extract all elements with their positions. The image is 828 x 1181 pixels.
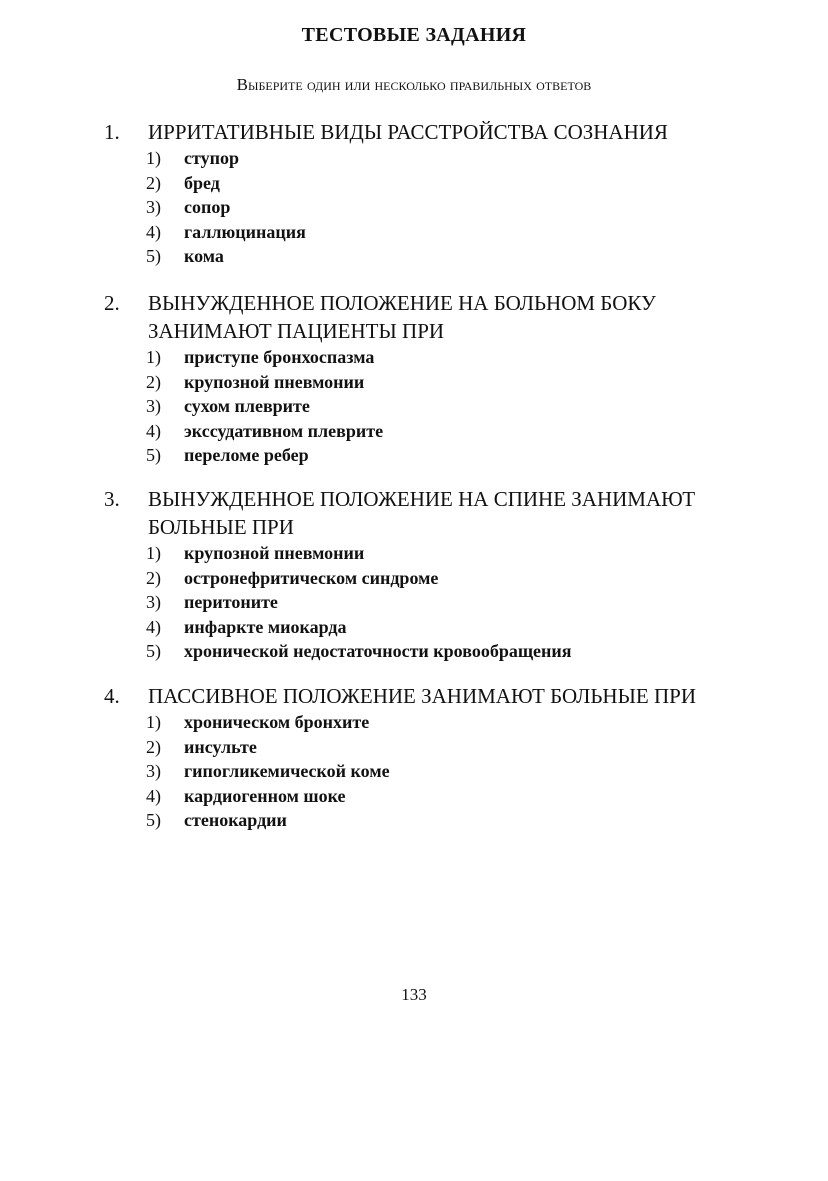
option-text: ступор — [184, 148, 239, 168]
answer-option — [146, 710, 744, 735]
question-1 — [104, 118, 744, 269]
option-text: переломе ребер — [184, 445, 309, 465]
option-number: 4) — [146, 616, 161, 637]
answer-option — [146, 394, 744, 419]
option-number: 2) — [146, 371, 161, 392]
question-text: ВЫНУЖДЕННОЕ ПОЛОЖЕНИЕ НА БОЛЬНОМ БОКУ ЗАНИМАЮТ ПАЦИЕНТЫ ПРИ — [148, 291, 656, 343]
option-number: 3) — [146, 592, 161, 612]
question-heading — [104, 485, 744, 541]
option-text: гипогликемической коме — [184, 761, 390, 781]
answer-option — [146, 615, 744, 640]
answer-option — [146, 443, 744, 468]
option-number: 3) — [146, 761, 161, 781]
option-number: 1) — [146, 543, 161, 563]
option-number: 5) — [146, 810, 161, 830]
answer-option — [146, 639, 744, 664]
answer-option — [146, 370, 744, 395]
answer-option — [146, 419, 744, 444]
option-text: экссудативном плеврите — [184, 420, 384, 441]
answer-option — [146, 345, 744, 370]
question-number: 4. — [104, 684, 120, 708]
answer-option — [146, 808, 744, 833]
question-text: ВЫНУЖДЕННОЕ ПОЛОЖЕНИЕ НА СПИНЕ ЗАНИМАЮТ БОЛЬНЫЕ ПРИ — [148, 487, 696, 539]
question-number: 1. — [104, 120, 120, 144]
option-text: инфаркте миокарда — [184, 616, 347, 637]
option-number: 2) — [146, 736, 161, 757]
option-text: хронической недостаточности кровообращения — [184, 641, 572, 661]
option-text: приступе бронхоспазма — [184, 347, 375, 367]
option-text: сухом плеврите — [184, 396, 310, 416]
question-number: 2. — [104, 291, 120, 315]
option-text: перитоните — [184, 592, 278, 612]
option-number: 3) — [146, 197, 161, 217]
question-text: ПАССИВНОЕ ПОЛОЖЕНИЕ ЗАНИМАЮТ БОЛЬНЫЕ ПРИ — [148, 684, 696, 708]
option-text: галлюцинация — [184, 221, 306, 242]
option-number: 1) — [146, 148, 161, 168]
answer-option — [146, 735, 744, 760]
answer-options — [104, 710, 744, 833]
page-title: ТЕСТОВЫЕ ЗАДАНИЯ — [301, 24, 527, 46]
question-heading — [104, 682, 744, 710]
option-number: 1) — [146, 347, 161, 367]
answer-option — [146, 759, 744, 784]
answer-options — [104, 541, 744, 664]
answer-option — [146, 220, 744, 245]
answer-option — [146, 566, 744, 591]
question-3 — [104, 485, 744, 664]
option-text: стенокардии — [184, 810, 287, 830]
option-number: 1) — [146, 712, 161, 732]
option-number: 2) — [146, 172, 161, 193]
question-heading — [104, 118, 744, 146]
option-text: крупозной пневмонии — [184, 371, 365, 392]
option-text: бред — [184, 172, 220, 193]
option-number: 2) — [146, 567, 161, 588]
answer-options — [104, 146, 744, 269]
option-number: 5) — [146, 246, 161, 266]
option-text: крупозной пневмонии — [184, 543, 365, 563]
option-number: 4) — [146, 785, 161, 806]
question-4 — [104, 682, 744, 833]
option-number: 4) — [146, 420, 161, 441]
answer-option — [146, 146, 744, 171]
question-number: 3. — [104, 487, 120, 511]
question-text: ИРРИТАТИВНЫЕ ВИДЫ РАССТРОЙСТВА СОЗНАНИЯ — [148, 120, 668, 144]
answer-option — [146, 590, 744, 615]
page-number: 133 — [401, 985, 427, 1004]
answer-option — [146, 244, 744, 269]
page-subtitle: Выберите один или несколько правильных ответов — [236, 75, 592, 94]
option-number: 4) — [146, 221, 161, 242]
answer-option — [146, 541, 744, 566]
option-number: 3) — [146, 396, 161, 416]
question-heading — [104, 289, 744, 345]
answer-option — [146, 784, 744, 809]
answer-options — [104, 345, 744, 468]
answer-option — [146, 171, 744, 196]
option-number: 5) — [146, 445, 161, 465]
answer-option — [146, 195, 744, 220]
question-2 — [104, 289, 744, 468]
option-number: 5) — [146, 641, 161, 661]
option-text: инсульте — [184, 736, 257, 757]
option-text: остронефритическом синдроме — [184, 567, 439, 588]
option-text: кома — [184, 246, 224, 266]
option-text: кардиогенном шоке — [184, 785, 346, 806]
option-text: сопор — [184, 197, 231, 217]
option-text: хроническом бронхите — [184, 712, 370, 732]
